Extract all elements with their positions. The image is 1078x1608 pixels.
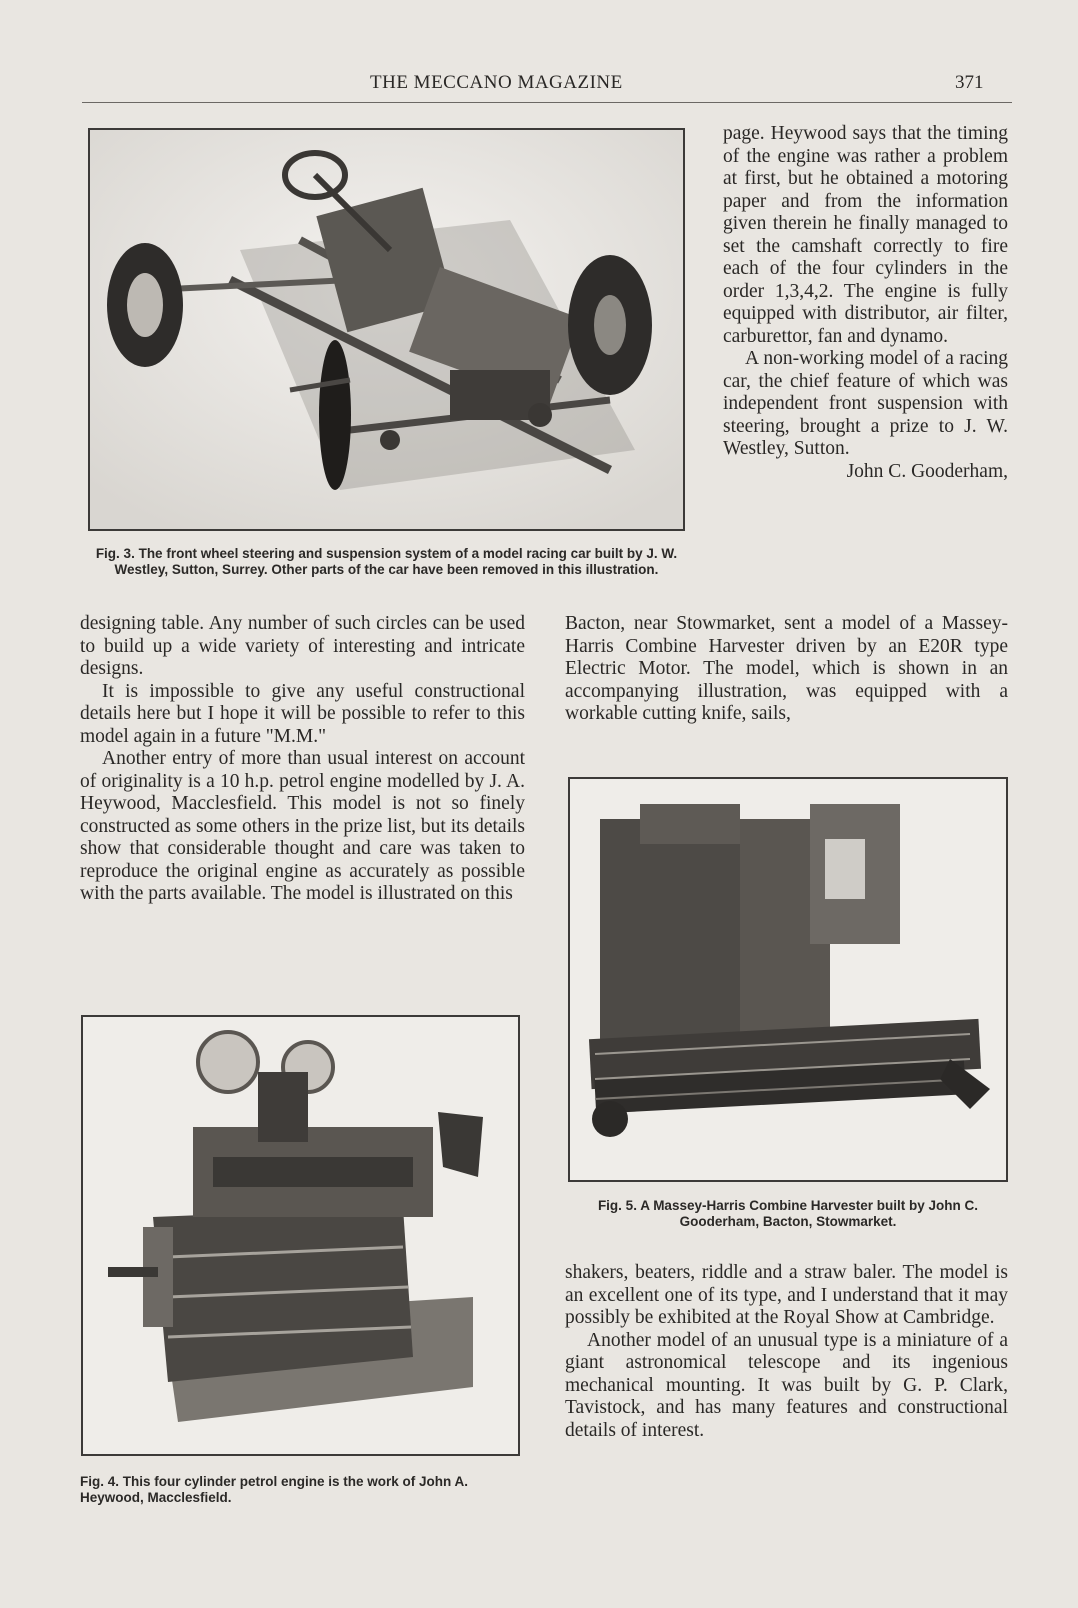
magazine-title: THE MECCANO MAGAZINE bbox=[370, 72, 623, 93]
right-column-top bbox=[723, 123, 1008, 483]
paragraph: designing table. Any number of such circles can be used to build up a wide variety of interesting and intricate designs. bbox=[80, 613, 525, 679]
paragraph: Another model of an unusual type is a miniature of a giant astronomical telescope and its ingenious mechanical mounting. It was built by G. P. Clark, Tavistock, and has many features and constructional details of interest. bbox=[565, 1329, 1008, 1441]
paragraph: shakers, beaters, riddle and a straw baler. The model is an excellent one of its type, and I understand that it may possibly be exhibited at the Royal Show at Cambridge. bbox=[565, 1262, 1008, 1328]
page-number: 371 bbox=[955, 72, 984, 93]
fig4-caption: Fig. 4. This four cylinder petrol engine is the work of John A. Heywood, Macclesfield. bbox=[80, 1474, 469, 1505]
fig4-photo bbox=[81, 1015, 520, 1456]
paragraph: John C. Gooderham, bbox=[846, 460, 1008, 482]
left-column-text bbox=[80, 613, 525, 906]
fig5-photo bbox=[568, 777, 1008, 1182]
page-header bbox=[0, 72, 1078, 102]
right-column-mid bbox=[565, 613, 1008, 726]
paragraph: A non-working model of a racing car, the chief feature of which was independent front suspension with steering, brought a prize to J. W. Westley, Sutton. bbox=[723, 348, 1008, 459]
paragraph: Bacton, near Stowmarket, sent a model of a Massey-Harris Combine Harvester driven by an E20R type Electric Motor. The model, which is shown in an accompanying illustration, was equipped with a workable cutting knife, sails, bbox=[565, 613, 1008, 724]
paragraph: page. Heywood says that the timing of the engine was rather a problem at first, but he obtained a motoring paper and from the information given therein he finally managed to set the camshaft correctly to fire each of the four cylinders in the order 1,3,4,2. The engine is fully equipped with distributor, air filter, carburettor, fan and dynamo. bbox=[723, 123, 1008, 347]
paragraph: It is impossible to give any useful constructional details here but I hope it will be possible to refer to this model again in a future "M.M." bbox=[80, 680, 525, 747]
right-column-bottom bbox=[565, 1262, 1008, 1442]
fig3-photo bbox=[88, 128, 685, 531]
fig3-caption: Fig. 3. The front wheel steering and suspension system of a model racing car built by J. W. Westley, Sutton, Surrey. Other parts of the car have been removed in this illustration. bbox=[95, 546, 678, 577]
fig5-caption: Fig. 5. A Massey-Harris Combine Harvester built by John C. Gooderham, Bacton, Stowmarket. bbox=[597, 1198, 979, 1229]
paragraph: Another entry of more than usual interest on account of originality is a 10 h.p. petrol engine modelled by J. A. Heywood, Macclesfield. This model is not so finely constructed as some others in the prize list, but its details show that considerable thought and care was taken to reproduce the original engine as accurately as possible with the parts available. The model is illustrated on this bbox=[80, 748, 525, 904]
header-rule bbox=[82, 102, 1012, 103]
